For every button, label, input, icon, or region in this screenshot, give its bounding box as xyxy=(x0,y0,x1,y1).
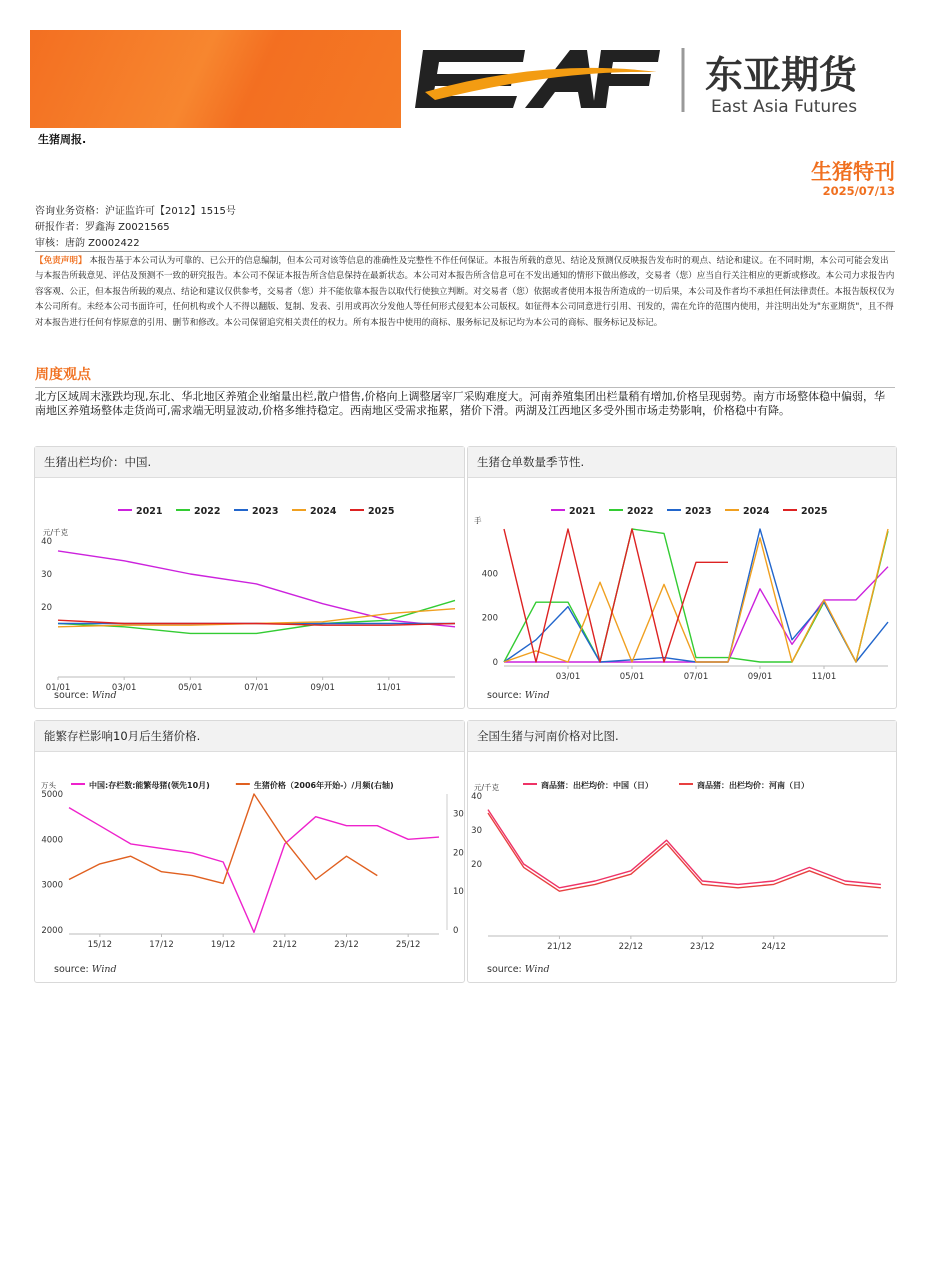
disclaimer-tag: 【免责声明】 xyxy=(35,256,87,266)
x-tick-label: 03/01 xyxy=(555,672,581,682)
x-tick-label: 21/12 xyxy=(547,942,572,952)
y-tick-label: 20 xyxy=(41,603,52,613)
x-tick-label: 01/01 xyxy=(45,683,71,693)
x-tick-label: 15/12 xyxy=(87,940,113,950)
x-tick-label: 23/12 xyxy=(334,940,359,950)
y-tick-label: 40 xyxy=(471,792,482,802)
legend-label: 商品猪：出栏均价：中国（日） xyxy=(541,781,653,790)
disclaimer-text: 本报告基于本公司认为可靠的、已公开的信息编制，但本公司对该等信息的准确性及完整性不作任何保证。本报告所载的意见、结论及预测仅反映报告发布时的观点、结论和建议。在不同时期，本公司可能会发出与本报告所载意见、评估及预测不一致的研究报告。本公司不保证本报告所含信息保持在最新状态。本公司对本报告所含信息可在不发出通知的情形下做出修改，交易者（您）应当自行关注相应的更新或修改。本公司力求报告内容客观、公正，但本报告所载的观点、结论和建议仅供参考，交易者（您）并不能依靠本报告以取代行使独立判断。对交易者（您）依据或者使用本报告所造成的一切后果，本公司及作者均不承担任何法律责任。本报告版权仅为本公司所有。未经本公司书面许可，任何机构或个人不得以翻版、复制、发表、引用或再次分发他人等任何形式侵犯本公司版权。如征得本公司同意进行引用、刊发的，需在允许的范围内使用，并注明出处为"东亚期货"，且不得对本报告进行任何有悖原意的引用、删节和修改。本公司保留追究相关责任的权力。所有本报告中使用的商标、服务标记及标记均为本公司的商标、服务标记及标记。 xyxy=(35,256,895,328)
y-tick-label: 30 xyxy=(41,570,52,580)
chart-sow-vs-price xyxy=(35,752,464,952)
x-tick-label: 09/01 xyxy=(310,683,335,693)
x-tick-label: 09/01 xyxy=(747,672,773,682)
y-tick-label: 3000 xyxy=(41,880,63,891)
chart-source: source: Wind xyxy=(54,964,117,975)
y-tick-label: 20 xyxy=(471,860,482,870)
report-type: 生猪周报. xyxy=(38,133,87,146)
disclaimer xyxy=(35,251,895,331)
y2-tick-label: 0 xyxy=(453,926,459,936)
y2-tick-label: 30 xyxy=(453,809,464,820)
chart-national-vs-henan xyxy=(468,752,896,952)
legend-label: 商品猪：出栏均价：河南（日） xyxy=(697,781,809,790)
x-tick-label: 19/12 xyxy=(210,940,236,950)
series-line-1 xyxy=(69,794,377,883)
x-tick-label: 05/01 xyxy=(619,672,645,682)
x-tick-label: 05/01 xyxy=(178,683,203,693)
license-info: 咨询业务资格：沪证监许可【2012】1515号 xyxy=(35,206,236,217)
legend-label: 2021 xyxy=(136,506,163,517)
section-divider xyxy=(35,387,895,388)
y2-tick-label: 20 xyxy=(453,848,464,859)
y2-tick-label: 10 xyxy=(453,887,464,898)
y-tick-label: 40 xyxy=(41,537,52,547)
axis-unit-label: 手 xyxy=(474,516,482,525)
chart-price-seasonal xyxy=(35,478,464,693)
series-line-0 xyxy=(69,808,439,933)
weekly-summary: 北方区域周末涨跌均现,东北、华北地区养殖企业缩量出栏,散户惜售,价格向上调整屠宰厂采购难度大。河南养殖集团出栏量稍有增加,价格呈现弱势。南方市场整体稳中偏弱，华南地区养殖场整体走货尚可,需求端无明显波动,价格多维持稳定。西南地区受需求拖累，猪价下滑。两湖及江西地区多受外围市场走势影响，价格稳中有降。 xyxy=(35,390,885,417)
series-line-1 xyxy=(58,600,455,633)
y-tick-label: 4000 xyxy=(41,835,63,846)
x-tick-label: 03/01 xyxy=(111,683,137,693)
x-tick-label: 11/01 xyxy=(376,683,402,693)
axis-unit-label: 元/千克 xyxy=(474,783,500,792)
x-tick-label: 23/12 xyxy=(690,942,715,952)
legend-label: 2023 xyxy=(685,506,712,517)
legend-label: 2025 xyxy=(801,506,828,517)
logo-en-text: East Asia Futures xyxy=(711,97,858,117)
y-tick-label: 2000 xyxy=(41,926,63,936)
legend-label: 2022 xyxy=(627,506,654,517)
chart-panel-henan xyxy=(467,720,897,983)
x-tick-label: 17/12 xyxy=(149,940,174,950)
legend-label: 2023 xyxy=(252,506,279,517)
series-line-0 xyxy=(58,551,455,627)
header-banner xyxy=(30,30,401,128)
chart-title: 生猪仓单数量季节性. xyxy=(468,447,896,478)
x-tick-label: 24/12 xyxy=(761,942,786,952)
chart-title: 全国生猪与河南价格对比图. xyxy=(468,721,896,752)
chart-panel-sow xyxy=(34,720,465,983)
author-info: 研报作者：罗鑫海 Z0021565 xyxy=(35,222,170,233)
y-tick-label: 5000 xyxy=(41,790,63,800)
x-tick-label: 25/12 xyxy=(395,940,421,950)
legend-label: 2024 xyxy=(743,506,770,517)
y-tick-label: 30 xyxy=(471,826,482,836)
series-line-4 xyxy=(504,529,728,662)
logo-cn-text: 东亚期货 xyxy=(705,53,858,97)
x-tick-label: 11/01 xyxy=(811,672,837,682)
legend-label: 2025 xyxy=(368,506,395,517)
reviewer-info: 审核：唐韵 Z0002422 xyxy=(35,238,140,249)
x-tick-label: 07/01 xyxy=(244,683,269,693)
legend-label: 2022 xyxy=(194,506,221,517)
report-date: 2025/07/13 xyxy=(822,184,895,198)
x-tick-label: 22/12 xyxy=(618,942,644,952)
axis-unit-label: 万头 xyxy=(41,781,56,790)
chart-panel-price xyxy=(34,446,465,709)
y-tick-label: 0 xyxy=(492,658,498,668)
chart-source: source: Wind xyxy=(54,690,117,701)
legend-label: 2021 xyxy=(569,506,596,517)
series-line-1 xyxy=(504,529,888,662)
section-heading: 周度观点 xyxy=(35,367,91,383)
series-line-3 xyxy=(504,529,888,662)
chart-panel-warehouse xyxy=(467,446,897,709)
page-title: 生猪特刊 xyxy=(811,160,895,184)
x-tick-label: 07/01 xyxy=(683,672,709,682)
legend-label: 2024 xyxy=(310,506,337,517)
axis-unit-label: 元/千克 xyxy=(43,528,69,537)
chart-title: 能繁存栏影响10月后生猪价格. xyxy=(35,721,464,752)
chart-source: source: Wind xyxy=(487,964,550,975)
legend-label: 中国:存栏数:能繁母猪(领先10月) xyxy=(89,781,210,790)
company-logo xyxy=(405,40,905,125)
chart-source: source: Wind xyxy=(487,690,550,701)
legend-label: 生猪价格（2006年开始-）/月频(右轴) xyxy=(253,781,394,790)
chart-title: 生猪出栏均价：中国. xyxy=(35,447,464,478)
y-tick-label: 400 xyxy=(481,569,498,580)
chart-warehouse-seasonal xyxy=(468,478,896,682)
y-tick-label: 200 xyxy=(481,613,498,624)
series-line-2 xyxy=(504,529,888,662)
x-tick-label: 21/12 xyxy=(272,940,298,950)
